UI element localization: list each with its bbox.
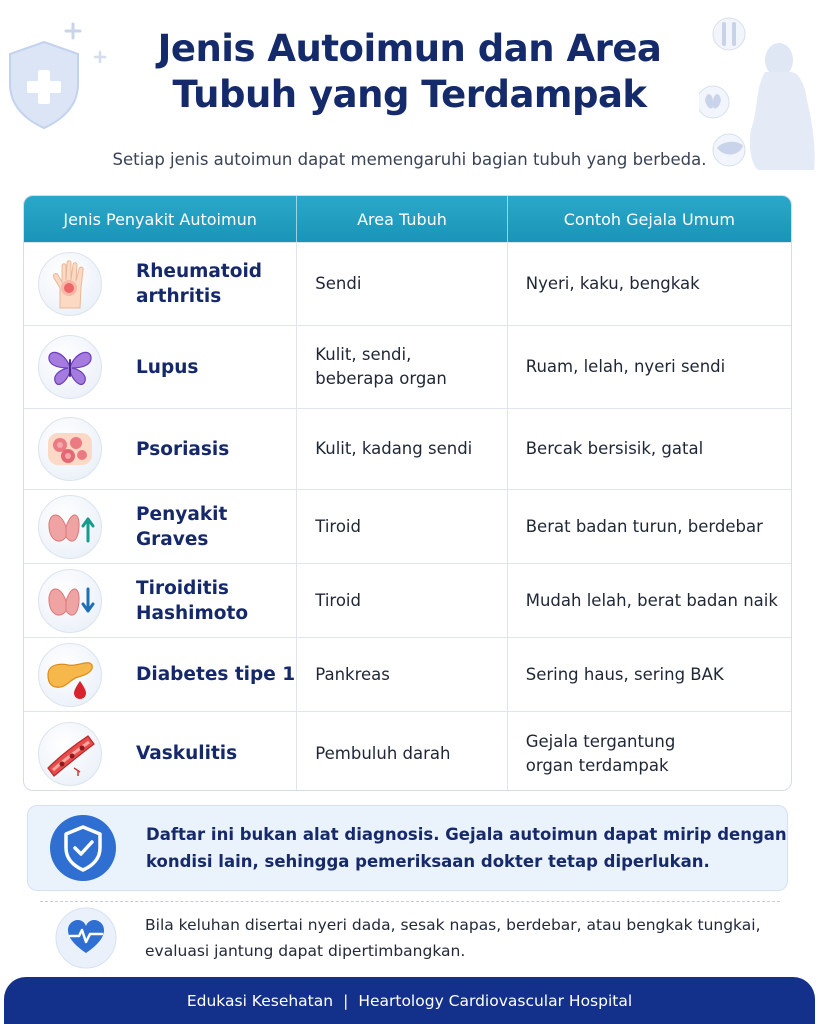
column-header-body-area: Area Tubuh <box>297 196 507 242</box>
symptoms: Nyeri, kaku, bengkak <box>525 274 700 293</box>
disease-name: Psoriasis <box>136 438 230 460</box>
footer-hospital-name: Heartology Cardiovascular Hospital <box>358 991 633 1010</box>
disclaimer-text: Daftar ini bukan alat diagnosis. Gejala autoimun dapat mirip dengan kondisi lain, sehingga pemeriksaan dokter tetap diperlukan. <box>146 825 787 871</box>
body-organs-decoration-icon <box>699 10 819 170</box>
medical-shield-icon <box>0 10 120 140</box>
pancreas-blood-drop-icon <box>38 643 102 707</box>
page-subtitle: Setiap jenis autoimun dapat memengaruhi bagian tubuh yang berbeda. <box>112 150 707 169</box>
autoimmune-table <box>23 195 792 791</box>
hand-joint-icon <box>38 252 102 316</box>
symptoms: Ruam, lelah, nyeri sendi <box>525 357 726 376</box>
body-area: Sendi <box>315 274 362 293</box>
table-row <box>24 711 791 791</box>
disease-name: Penyakit Graves <box>136 503 228 550</box>
table-row <box>24 325 791 408</box>
disease-name: Diabetes tipe 1 <box>136 664 296 685</box>
table-row <box>24 563 791 637</box>
thyroid-up-arrow-icon <box>38 495 102 559</box>
disease-name: Rheumatoid arthritis <box>136 261 263 307</box>
body-area: Pembuluh darah <box>315 743 451 763</box>
body-area: Kulit, sendi, beberapa organ <box>315 345 447 388</box>
footer-left-text: Edukasi Kesehatan <box>186 991 334 1010</box>
body-area: Tiroid <box>315 516 361 536</box>
thyroid-down-arrow-icon <box>38 569 102 633</box>
disclaimer-note <box>27 805 788 891</box>
column-header-disease: Jenis Penyakit Autoimun <box>24 196 297 242</box>
blood-vessel-icon <box>38 722 102 786</box>
column-header-symptoms: Contoh Gejala Umum <box>563 209 735 229</box>
table-row <box>24 242 791 325</box>
footer-bar <box>4 977 815 1024</box>
body-area: Tiroid <box>315 590 361 610</box>
body-area: Pankreas <box>315 664 390 684</box>
skin-patch-icon <box>38 417 102 481</box>
shield-check-icon <box>48 813 118 883</box>
disease-name: Lupus <box>136 356 199 378</box>
symptoms: Bercak bersisik, gatal <box>525 439 704 458</box>
symptoms: Gejala tergantung organ terdampak <box>525 731 676 775</box>
table-row <box>24 637 791 711</box>
heart-evaluation-note <box>27 905 788 971</box>
footer-separator: | <box>343 991 349 1010</box>
heart-pulse-icon <box>55 907 117 969</box>
dashed-divider <box>40 901 780 902</box>
disease-name: Vaskulitis <box>136 743 238 764</box>
table-row <box>24 489 791 563</box>
disease-name: Tiroiditis Hashimoto <box>136 577 249 624</box>
body-area: Kulit, kadang sendi <box>315 439 473 458</box>
table-header <box>24 196 791 242</box>
table-row <box>24 408 791 489</box>
symptoms: Berat badan turun, berdebar <box>525 516 763 536</box>
symptoms: Mudah lelah, berat badan naik <box>525 590 778 610</box>
butterfly-icon <box>38 335 102 399</box>
symptoms: Sering haus, sering BAK <box>525 664 724 684</box>
heart-note-text: Bila keluhan disertai nyeri dada, sesak napas, berdebar, atau bengkak tungkai, evaluasi jantung dapat dipertimbangkan. <box>145 916 761 960</box>
page-title: Jenis Autoimun dan Area Tubuh yang Terdampak <box>157 27 662 116</box>
